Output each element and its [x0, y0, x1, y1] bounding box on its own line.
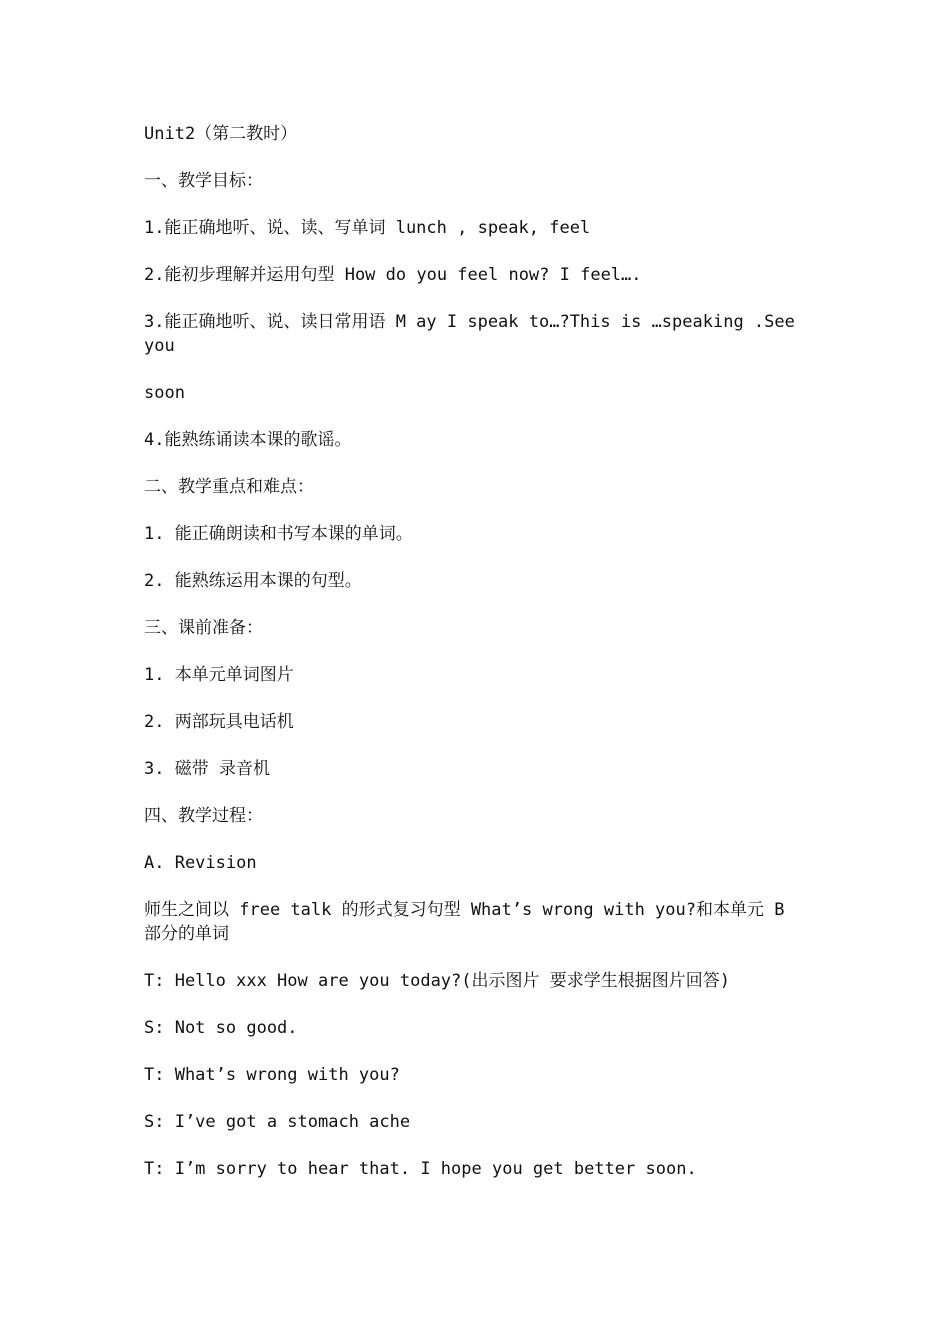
dialogue-line: T: I’m sorry to hear that. I hope you get better soon. [144, 1159, 697, 1179]
section-heading-objectives: 一、教学目标： [144, 171, 263, 191]
section-heading-preparation: 三、课前准备： [144, 618, 263, 638]
preparation-item-1: 1. 本单元单词图片 [144, 665, 294, 685]
objective-item-1: 1.能正确地听、说、读、写单词 lunch , speak, feel [144, 218, 591, 238]
preparation-item-3: 3. 磁带 录音机 [144, 759, 270, 779]
dialogue-line: T: Hello xxx How are you today?(出示图片 要求学生根据图片回答) [144, 971, 730, 991]
objective-item-3: 3.能正确地听、说、读日常用语 M ay I speak to…?This is …speaking .See you [144, 312, 806, 356]
objective-item-2: 2.能初步理解并运用句型 How do you feel now? I feel…. [144, 265, 642, 285]
objective-item-4: 4.能熟练诵读本课的歌谣。 [144, 430, 352, 450]
preparation-item-2: 2. 两部玩具电话机 [144, 712, 294, 732]
unit-title: Unit2（第二教时） [144, 124, 298, 144]
section-heading-key-points: 二、教学重点和难点： [144, 477, 314, 497]
key-point-item-2: 2. 能熟练运用本课的句型。 [144, 571, 362, 591]
key-point-item-1: 1. 能正确朗读和书写本课的单词。 [144, 524, 413, 544]
document-body [144, 122, 809, 1204]
process-description: 师生之间以 free talk 的形式复习句型 What’s wrong with you?和本单元 B 部分的单词 [144, 900, 795, 944]
dialogue-line: S: Not so good. [144, 1018, 298, 1038]
objective-item-3-continued: soon [144, 383, 185, 403]
dialogue-line: T: What’s wrong with you? [144, 1065, 400, 1085]
process-step-revision: A. Revision [144, 853, 257, 873]
section-heading-process: 四、教学过程： [144, 806, 263, 826]
dialogue-line: S: I’ve got a stomach ache [144, 1112, 411, 1132]
